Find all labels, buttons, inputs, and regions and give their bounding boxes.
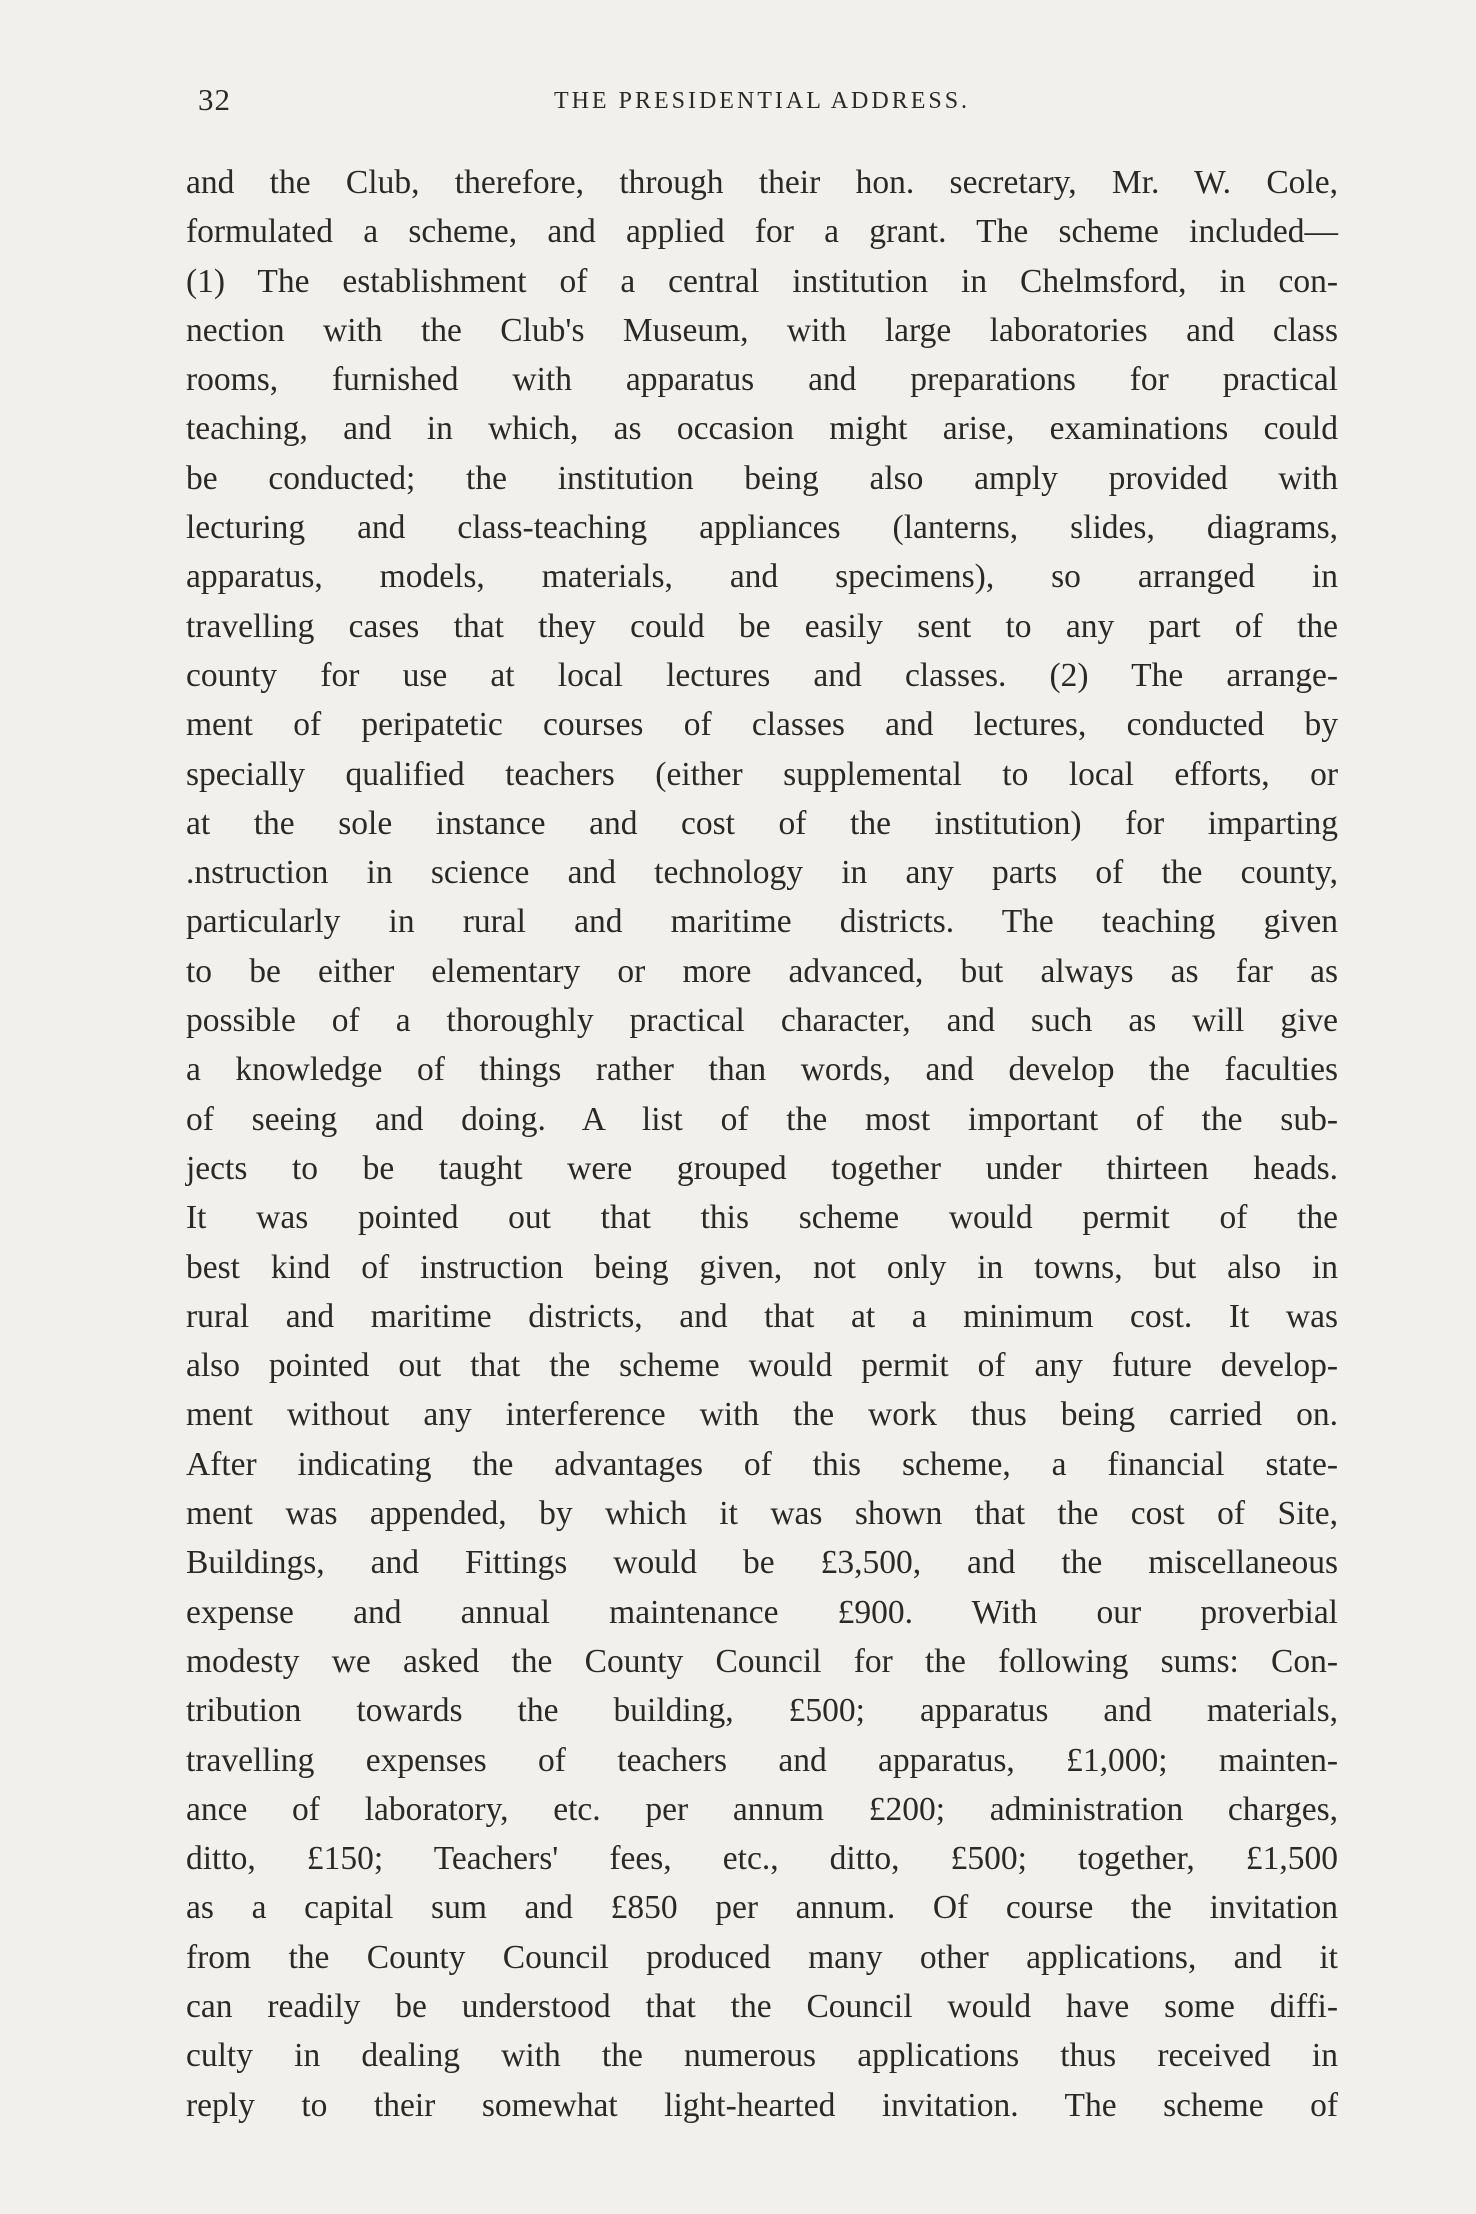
text-line: can readily be understood that the Council would have some diffi- [186, 1987, 1338, 2025]
text-line: It was pointed out that this scheme would permit of the [186, 1199, 1338, 1237]
text-line: apparatus, models, materials, and specimens), so arranged in [186, 558, 1338, 596]
text-line: ment without any interference with the work thus being carried on. [186, 1396, 1338, 1434]
running-head [186, 82, 1338, 126]
text-line: culty in dealing with the numerous applications thus received in [186, 2037, 1338, 2075]
text-line: to be either elementary or more advanced, but always as far as [186, 952, 1338, 990]
text-line: be conducted; the institution being also amply provided with [186, 459, 1338, 497]
body-text [186, 158, 1338, 2130]
text-line: rural and maritime districts, and that at a minimum cost. It was [186, 1297, 1338, 1335]
text-line: county for use at local lectures and classes. (2) The arrange- [186, 656, 1338, 694]
text-line: travelling expenses of teachers and apparatus, £1,000; mainten- [186, 1741, 1338, 1779]
text-line: specially qualified teachers (either supplemental to local efforts, or [186, 755, 1338, 793]
text-line: ance of laboratory, etc. per annum £200; administration charges, [186, 1790, 1338, 1828]
text-line: formulated a scheme, and applied for a grant. The scheme included— [186, 213, 1338, 251]
text-line: rooms, furnished with apparatus and preparations for practical [186, 361, 1338, 399]
text-line: modesty we asked the County Council for the following sums: Con- [186, 1642, 1338, 1680]
text-line: expense and annual maintenance £900. With our proverbial [186, 1593, 1338, 1631]
text-line: Buildings, and Fittings would be £3,500, and the miscellaneous [186, 1544, 1338, 1582]
text-line: travelling cases that they could be easily sent to any part of the [186, 607, 1338, 645]
text-line: ment of peripatetic courses of classes and lectures, conducted by [186, 706, 1338, 744]
text-line: teaching, and in which, as occasion might arise, examinations could [186, 410, 1338, 448]
text-line: nection with the Club's Museum, with large laboratories and class [186, 311, 1338, 349]
text-line: and the Club, therefore, through their hon. secretary, Mr. W. Cole, [186, 164, 1338, 201]
text-line: (1) The establishment of a central institution in Chelmsford, in con- [186, 262, 1338, 300]
text-line: ment was appended, by which it was shown that the cost of Site, [186, 1495, 1338, 1533]
text-line: tribution towards the building, £500; apparatus and materials, [186, 1692, 1338, 1730]
text-line: ditto, £150; Teachers' fees, etc., ditto, £500; together, £1,500 [186, 1840, 1338, 1878]
text-line: jects to be taught were grouped together under thirteen heads. [186, 1149, 1338, 1187]
text-line: particularly in rural and maritime districts. The teaching given [186, 903, 1338, 941]
text-line: best kind of instruction being given, not only in towns, but also in [186, 1248, 1338, 1286]
text-line: reply to their somewhat light-hearted invitation. The scheme of [186, 2086, 1338, 2124]
text-line: possible of a thoroughly practical character, and such as will give [186, 1002, 1338, 1040]
text-line: After indicating the advantages of this scheme, a financial state- [186, 1445, 1338, 1483]
text-line: from the County Council produced many other applications, and it [186, 1938, 1338, 1976]
text-line: .nstruction in science and technology in any parts of the county, [186, 854, 1338, 892]
text-line: of seeing and doing. A list of the most important of the sub- [186, 1100, 1338, 1138]
running-title: THE PRESIDENTIAL ADDRESS. [553, 88, 971, 114]
text-line: also pointed out that the scheme would permit of any future develop- [186, 1347, 1338, 1385]
text-line: lecturing and class-teaching appliances (lanterns, slides, diagrams, [186, 509, 1338, 547]
text-line: as a capital sum and £850 per annum. Of course the invitation [186, 1889, 1338, 1927]
text-line: at the sole instance and cost of the institution) for imparting [186, 804, 1338, 842]
text-line: a knowledge of things rather than words, and develop the faculties [186, 1051, 1338, 1089]
page-number: 32 [198, 82, 231, 117]
